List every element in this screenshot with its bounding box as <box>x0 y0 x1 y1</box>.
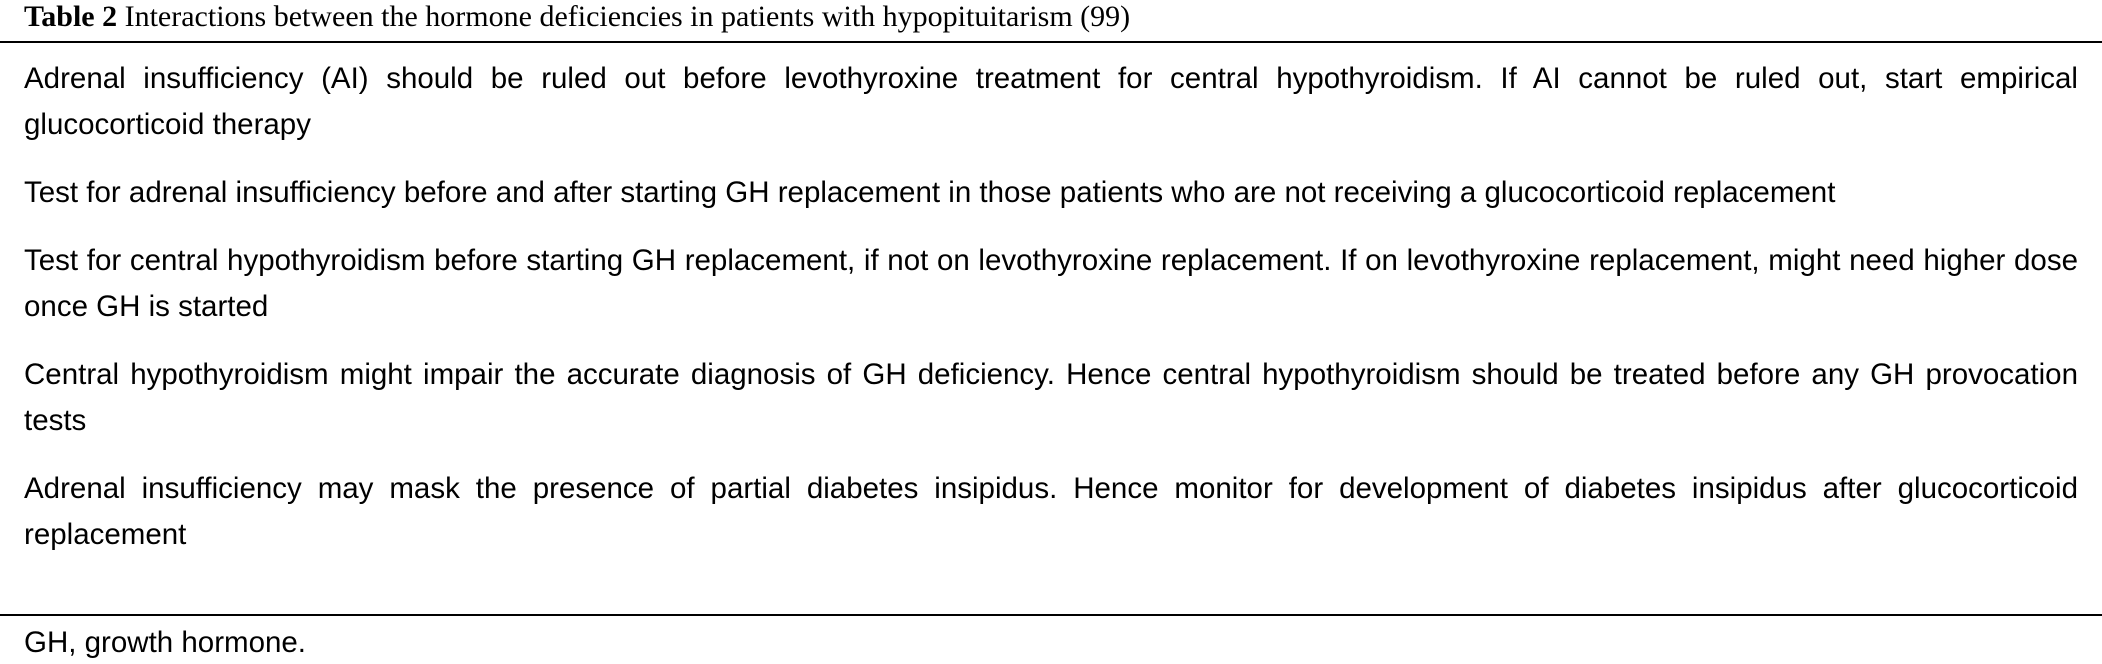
table-caption-text: Interactions between the hormone deficiencies in patients with hypopituitarism (99) <box>117 0 1131 33</box>
table-top-rule <box>0 41 2102 43</box>
table-row: Central hypothyroidism might impair the accurate diagnosis of GH deficiency. Hence central hypothyroidism should be treated before any GH provocation tests <box>24 358 2078 437</box>
table-caption <box>24 0 1130 34</box>
table-body <box>24 56 2078 580</box>
table-row: Test for central hypothyroidism before starting GH replacement, if not on levothyroxine replacement. If on levothyroxine replacement, might need higher dose once GH is started <box>24 244 2078 323</box>
table-row: Adrenal insufficiency may mask the presence of partial diabetes insipidus. Hence monitor for development of diabetes insipidus after glucocorticoid replacement <box>24 472 2078 551</box>
table-caption-label: Table 2 <box>24 0 118 33</box>
table-bottom-rule <box>0 614 2102 616</box>
table-footnote: GH, growth hormone. <box>24 626 307 659</box>
table-row: Test for adrenal insufficiency before and after starting GH replacement in those patients who are not receiving a glucocorticoid replacement <box>24 176 1836 209</box>
table-row: Adrenal insufficiency (AI) should be ruled out before levothyroxine treatment for central hypothyroidism. If AI cannot be ruled out, start empirical glucocorticoid therapy <box>24 62 2078 141</box>
